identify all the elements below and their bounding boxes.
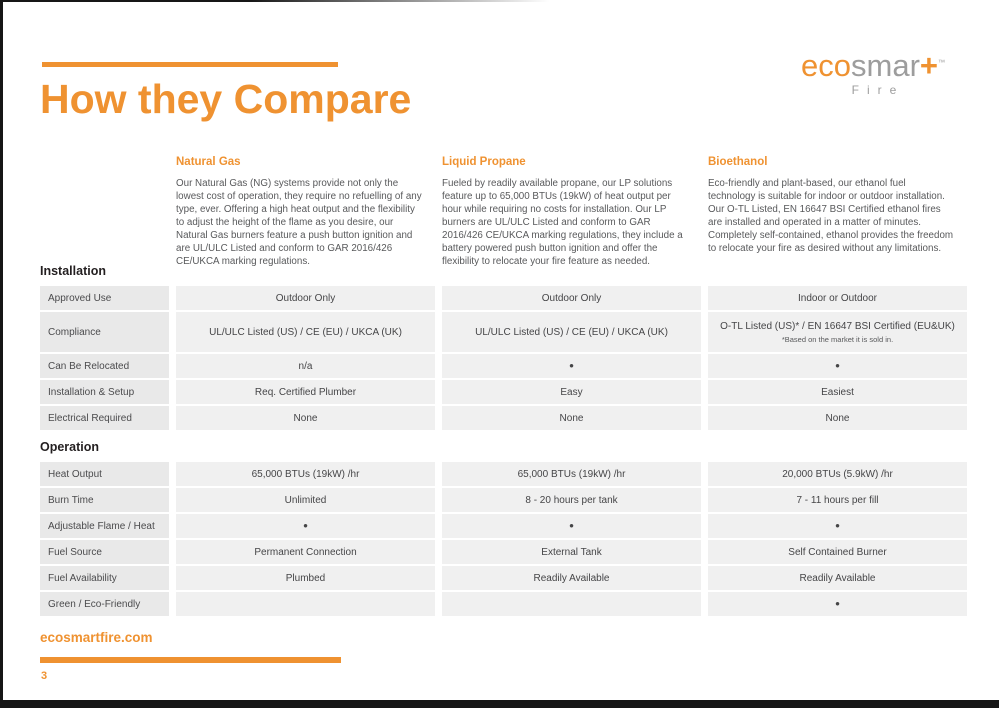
cell-value: 65,000 BTUs (19kW) /hr	[251, 468, 360, 480]
cell-value: Readily Available	[799, 572, 876, 584]
cell-value: None	[825, 412, 850, 424]
cell-value: None	[293, 412, 318, 424]
bullet-dot: •	[835, 596, 840, 611]
table-cell	[708, 286, 967, 310]
compliance-footnote: *Based on the market it is sold in.	[781, 334, 894, 344]
row-label: Adjustable Flame / Heat	[40, 514, 169, 538]
table-cell	[708, 354, 967, 378]
fuel-column-description: Fueled by readily available propane, our LP solutions feature up to 65,000 BTUs (19kW) of heat output per hour while requiring no costs for installation. Our LP burners are UL/ULC Listed and conform to GAR 2016/426 CE/UKCA marking regulations, they include a battery powered push button ignition and offer the flexibility to relocate your fire feature as needed.	[442, 178, 683, 267]
installation-table	[40, 286, 967, 430]
brand-logo-wordmark	[801, 50, 945, 81]
table-cell	[708, 380, 967, 404]
page-title: How they Compare	[40, 76, 412, 122]
logo-eco-text: eco	[801, 48, 851, 83]
table-cell	[442, 312, 701, 352]
table-cell	[708, 488, 967, 512]
table-cell	[176, 566, 435, 590]
cell-value: Outdoor Only	[541, 292, 602, 304]
fuel-column-heading: Bioethanol	[708, 156, 768, 168]
cell-value: Permanent Connection	[254, 546, 357, 558]
fuel-intro-row	[40, 156, 967, 268]
row-label: Compliance	[40, 312, 169, 352]
cell-value: Readily Available	[533, 572, 610, 584]
brand-logo-subtitle: Fire	[851, 83, 905, 97]
page-number: 3	[41, 670, 48, 682]
page-edge-bottom	[0, 700, 999, 708]
table-cell	[708, 592, 967, 616]
cell-value: External Tank	[541, 546, 602, 558]
table-cell	[708, 312, 967, 352]
table-cell	[176, 286, 435, 310]
table-cell	[442, 566, 701, 590]
table-cell	[442, 592, 701, 616]
table-cell	[708, 462, 967, 486]
trademark-symbol: ™	[938, 59, 945, 67]
table-cell	[442, 514, 701, 538]
fuel-column-bioethanol	[708, 156, 967, 268]
cell-value: None	[559, 412, 584, 424]
cell-value: 8 - 20 hours per tank	[525, 494, 618, 506]
table-cell	[176, 380, 435, 404]
row-label: Installation & Setup	[40, 380, 169, 404]
table-cell	[442, 354, 701, 378]
table-cell	[442, 488, 701, 512]
row-label: Heat Output	[40, 462, 169, 486]
bullet-dot: •	[569, 358, 574, 373]
footer-accent-bar	[40, 657, 341, 663]
table-cell	[176, 592, 435, 616]
table-cell	[708, 406, 967, 430]
cell-value: Req. Certified Plumber	[254, 386, 357, 398]
cell-value: O-TL Listed (US)* / EN 16647 BSI Certified (EU&UK)	[720, 320, 955, 332]
fuel-column-heading: Natural Gas	[176, 156, 241, 168]
row-label: Approved Use	[40, 286, 169, 310]
bullet-dot: •	[303, 518, 308, 533]
table-cell	[176, 312, 435, 352]
cell-value: 7 - 11 hours per fill	[796, 494, 879, 506]
table-cell	[176, 540, 435, 564]
cell-value: Unlimited	[284, 494, 327, 506]
cell-value: Indoor or Outdoor	[798, 292, 877, 304]
row-label: Fuel Availability	[40, 566, 169, 590]
table-cell	[442, 540, 701, 564]
row-label: Green / Eco-Friendly	[40, 592, 169, 616]
logo-smart-text: smar	[851, 48, 920, 83]
cell-value: Outdoor Only	[275, 292, 336, 304]
table-cell	[442, 462, 701, 486]
row-label: Electrical Required	[40, 406, 169, 430]
bullet-dot: •	[835, 358, 840, 373]
table-cell	[708, 514, 967, 538]
cell-value: Easy	[560, 386, 583, 398]
row-label: Burn Time	[40, 488, 169, 512]
fuel-column-description: Our Natural Gas (NG) systems provide not only the lowest cost of operation, they require no refuelling of any type, ever. Offering a high heat output and the flexibility to adjust the height of the flame as you desire, our Natural Gas burners feature a push button ignition and are UL/ULC Listed and conform to GAR 2016/426 CE/UKCA marking regulations.	[176, 178, 422, 267]
page-edge-left	[0, 0, 3, 708]
row-label: Can Be Relocated	[40, 354, 169, 378]
cell-value: 65,000 BTUs (19kW) /hr	[517, 468, 626, 480]
table-cell	[176, 462, 435, 486]
bullet-dot: •	[835, 518, 840, 533]
cell-value: UL/ULC Listed (US) / CE (EU) / UKCA (UK)	[475, 326, 668, 338]
page-edge-top	[0, 0, 999, 2]
bullet-dot: •	[569, 518, 574, 533]
fuel-column-natural-gas	[176, 156, 435, 268]
cell-value: UL/ULC Listed (US) / CE (EU) / UKCA (UK)	[209, 326, 402, 338]
table-cell	[176, 514, 435, 538]
cell-value: Plumbed	[285, 572, 326, 584]
fuel-column-description: Eco-friendly and plant-based, our ethanol fuel technology is suitable for indoor or outdoor installation. Our O-TL Listed, EN 16647 BSI Certified ethanol fires are installed and operated in a matter of minutes. Completely self-contained, ethanol provides the freedom to relocate your fire as desired without any limitations.	[708, 178, 954, 254]
cell-value: n/a	[298, 360, 313, 372]
table-cell	[442, 406, 701, 430]
intro-spacer	[40, 156, 169, 268]
table-cell	[176, 406, 435, 430]
cell-value: Easiest	[821, 386, 854, 398]
row-label: Fuel Source	[40, 540, 169, 564]
fuel-column-heading: Liquid Propane	[442, 156, 526, 168]
fuel-column-liquid-propane	[442, 156, 701, 268]
table-cell	[708, 566, 967, 590]
table-cell	[708, 540, 967, 564]
table-cell	[176, 354, 435, 378]
logo-plus-icon: +	[919, 48, 938, 83]
table-cell	[442, 286, 701, 310]
operation-table	[40, 462, 967, 616]
section-title-installation: Installation	[40, 264, 106, 278]
cell-value: Self Contained Burner	[788, 546, 887, 558]
title-accent-bar	[42, 62, 338, 67]
table-cell	[176, 488, 435, 512]
table-cell	[442, 380, 701, 404]
footer-website-link[interactable]: ecosmartfire.com	[40, 630, 153, 645]
section-title-operation: Operation	[40, 440, 100, 454]
cell-value: 20,000 BTUs (5.9kW) /hr	[782, 468, 893, 480]
brand-logo	[801, 50, 945, 97]
